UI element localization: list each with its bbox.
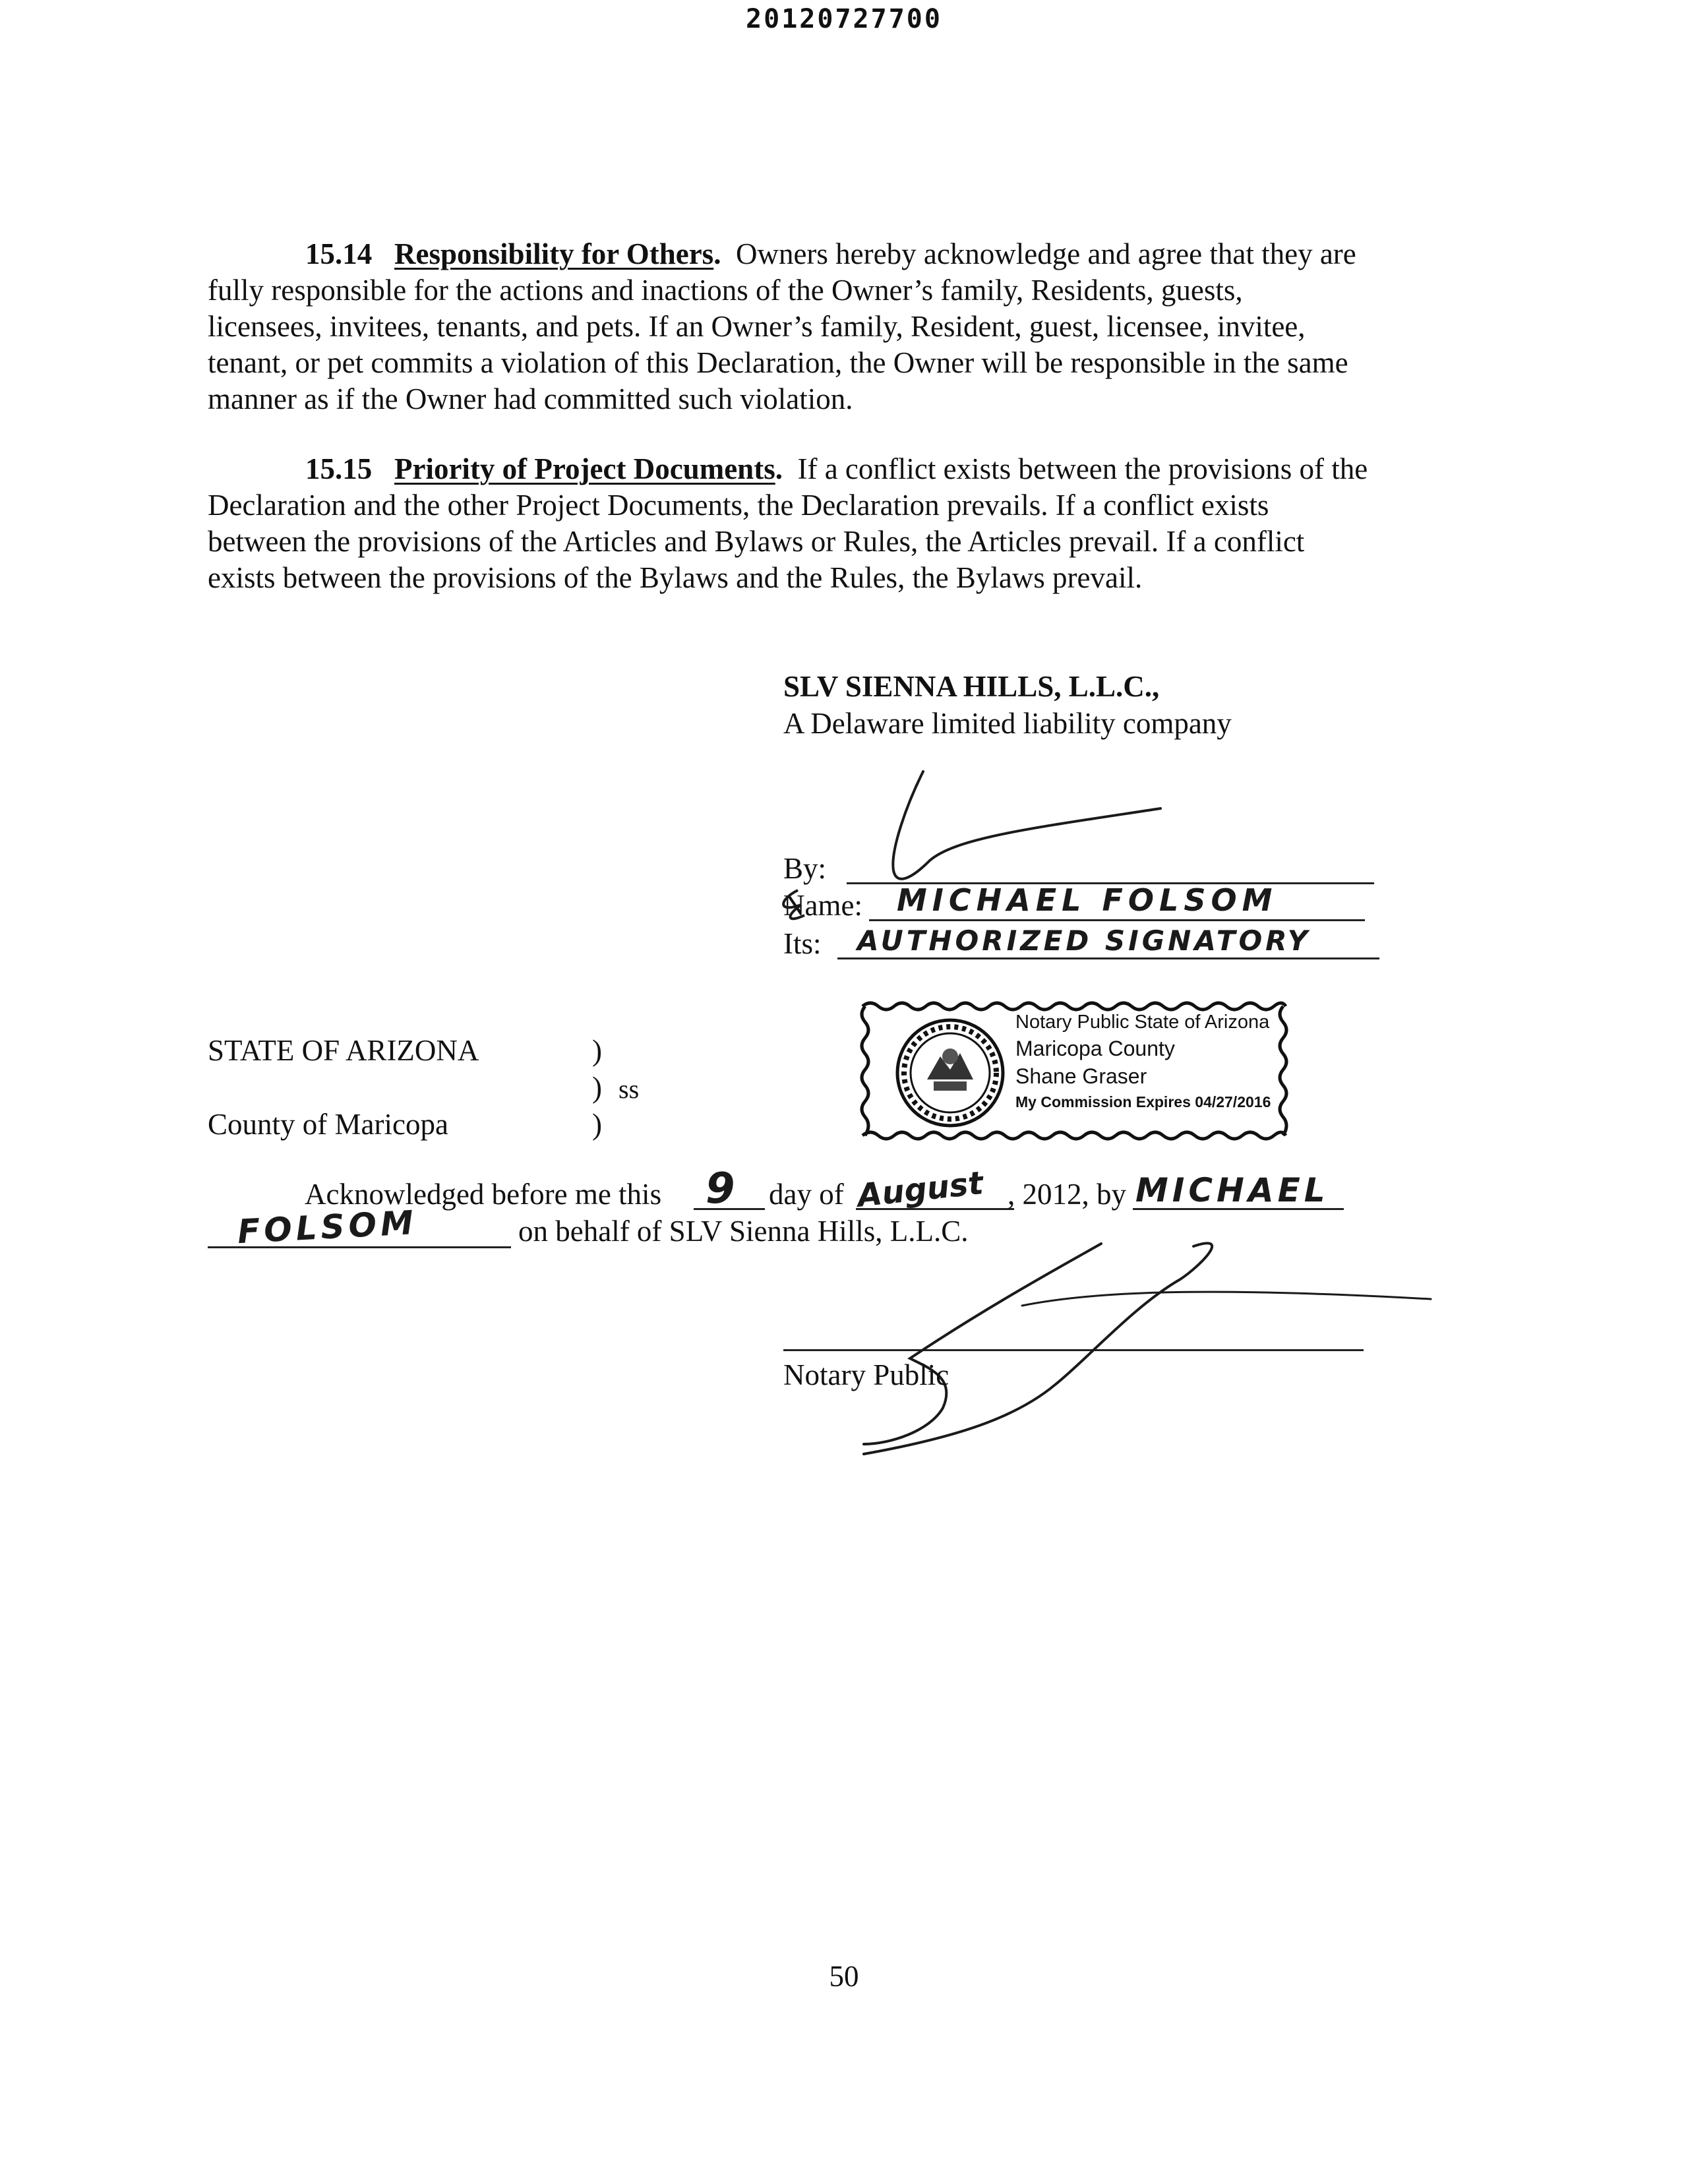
stamp-line-3: Shane Graser: [1015, 1064, 1147, 1088]
document-number: 20120727700: [746, 4, 942, 34]
page-number: 50: [829, 1960, 859, 1993]
section-text-line: between the provisions of the Articles and Bylaws or Rules, the Articles prevail. If a conflict: [208, 525, 1305, 558]
section-title: Responsibility for Others: [394, 237, 714, 270]
state-of-arizona: STATE OF ARIZONA: [208, 1034, 479, 1067]
its-line: [837, 957, 1379, 959]
county-of-maricopa: County of Maricopa: [208, 1108, 448, 1141]
its-label: Its:: [783, 927, 822, 960]
company-name: SLV SIENNA HILLS, L.L.C.,: [783, 670, 1160, 703]
notary-signature: [824, 1227, 1451, 1464]
section-number: 15.14: [305, 237, 373, 270]
section-text-line: licensees, invitees, tenants, and pets. If an Owner’s family, Resident, guest, licensee, invitee,: [208, 310, 1306, 343]
section-text-line: Declaration and the other Project Documents, the Declaration prevails. If a conflict exists: [208, 489, 1269, 522]
section-number: 15.15: [305, 452, 373, 485]
section-title: Priority of Project Documents: [394, 452, 775, 485]
ack-day-handwritten: 9: [706, 1165, 735, 1213]
name-label: Name:: [783, 889, 862, 922]
ack-by-handwritten: MICHAEL: [1135, 1171, 1329, 1209]
section-text-line: exists between the provisions of the Bylaws and the Rules, the Bylaws prevail.: [208, 561, 1143, 594]
stamp-line-4: My Commission Expires 04/27/2016: [1015, 1093, 1271, 1110]
venue-paren: ): [592, 1034, 602, 1067]
name-line: [869, 919, 1365, 921]
section-text-line: manner as if the Owner had committed such violation.: [208, 382, 853, 415]
section-15-15: 15.15 Priority of Project Documents. If a conflict exists between the provisions of the Declaration and the other Project Documents, the Declaration prevails. If a conflict exists between the provisions of the Articles and Bylaws or Rules, the Articles prevail. If a conflict exists between the provisions of the Bylaws and the Rules, the Bylaws prevail.: [208, 451, 1467, 596]
stamp-line-1: Notary Public State of Arizona: [1015, 1012, 1270, 1033]
title-handwritten: AUTHORIZED SIGNATORY: [857, 925, 1311, 957]
section-text-line: Owners hereby acknowledge and agree that they are: [735, 237, 1356, 270]
notary-stamp: [856, 997, 1292, 1145]
venue-paren: ): [592, 1108, 602, 1141]
section-text-line: fully responsible for the actions and inactions of the Owner’s family, Residents, guests,: [208, 274, 1243, 307]
ack-before: Acknowledged before me this: [305, 1178, 662, 1211]
stamp-line-2: Maricopa County: [1015, 1037, 1175, 1060]
venue-paren: ): [592, 1071, 602, 1104]
section-text-line: tenant, or pet commits a violation of this Declaration, the Owner will be responsible in the same: [208, 346, 1348, 379]
ack-month-handwritten: August: [855, 1165, 985, 1215]
ack-day-of: day of: [769, 1178, 844, 1211]
venue-ss: ss: [618, 1074, 640, 1104]
by-label: By:: [783, 852, 827, 885]
section-15-14: 15.14 Responsibility for Others. Owners hereby acknowledge and agree that they are fully responsible for the actions and inactions of the Owner’s family, Residents, guests, licensees, invitees, tenants, and pets. If an Owner’s family, Resident, guest, licensee, invitee, tenant, or pet commits a violation of this Declaration, the Owner will be responsible in the same manner as if the Owner had committed such violation.: [208, 236, 1467, 417]
notary-public-label: Notary Public: [783, 1358, 950, 1391]
ack-year: , 2012, by: [1008, 1178, 1126, 1211]
company-type: A Delaware limited liability company: [783, 707, 1232, 740]
authorized-signature: [771, 765, 1180, 910]
section-text-line: If a conflict exists between the provisions of the: [797, 452, 1368, 485]
ack-name-handwritten: FOLSOM: [236, 1203, 419, 1252]
ack-on-behalf: on behalf of SLV Sienna Hills, L.L.C.: [518, 1215, 969, 1248]
name-handwritten: MICHAEL FOLSOM: [897, 882, 1278, 918]
